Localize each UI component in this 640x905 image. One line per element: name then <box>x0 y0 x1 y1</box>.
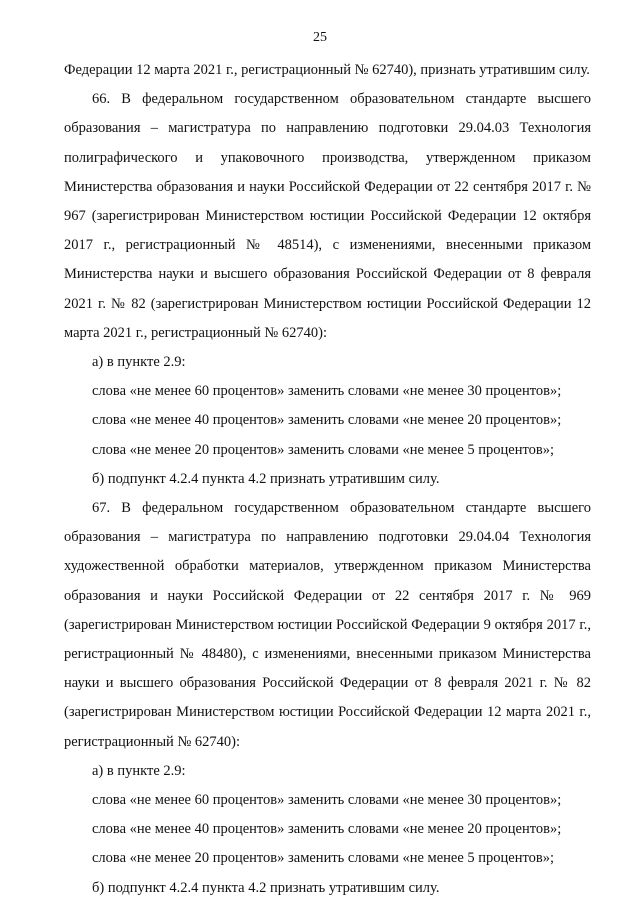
subitem-b-66: б) подпункт 4.2.4 пункта 4.2 признать утратившим силу. <box>92 470 440 487</box>
subitem-a-66: а) в пункте 2.9: <box>92 354 186 371</box>
replace-20-66: слова «не менее 20 процентов» заменить словами «не менее 5 процентов»; <box>92 441 555 458</box>
replace-60-67: слова «не менее 60 процентов» заменить словами «не менее 30 процентов»; <box>92 792 562 809</box>
paragraph-66: 66. В федеральном государственном образовательном стандарте высшего образования – магистратура по направлению подготовки 29.04.03 Технология полиграфического и упаковочного производства, утвержденном приказом Министерства образования и науки Российской Федерации от 22 сентября 2017 г. № 967 (зарегистрирован Министерством юстиции Российской Федерации 12 октября 2017 г., регистрационный № 48514), с изменениями, внесенными приказом Министерства науки и высшего образования Российской Федерации от 8 февраля 2021 г. № 82 (зарегистрирован Министерством юстиции Российской Федерации 12 марта 2021 г., регистрационный № 62740): <box>64 91 591 341</box>
document-body <box>64 56 591 903</box>
page-number: 25 <box>313 30 327 45</box>
replace-60-66: слова «не менее 60 процентов» заменить словами «не менее 30 процентов»; <box>92 383 562 400</box>
paragraph-continuation: Федерации 12 марта 2021 г., регистрационный № 62740), признать утратившим силу. <box>64 62 590 78</box>
replace-40-66: слова «не менее 40 процентов» заменить словами «не менее 20 процентов»; <box>92 412 562 429</box>
replace-40-67: слова «не менее 40 процентов» заменить словами «не менее 20 процентов»; <box>92 821 562 838</box>
paragraph-67: 67. В федеральном государственном образовательном стандарте высшего образования – магистратура по направлению подготовки 29.04.04 Технология художественной обработки материалов, утвержденном приказом Министерства образования и науки Российской Федерации от 22 сентября 2017 г. № 969 (зарегистрирован Министерством юстиции Российской Федерации 9 октября 2017 г., регистрационный № 48480), с изменениями, внесенными приказом Министерства науки и высшего образования Российской Федерации от 8 февраля 2021 г. № 82 (зарегистрирован Министерством юстиции Российской Федерации 12 марта 2021 г., регистрационный № 62740): <box>64 500 591 750</box>
subitem-b-67: б) подпункт 4.2.4 пункта 4.2 признать утратившим силу. <box>92 879 440 896</box>
replace-20-67: слова «не менее 20 процентов» заменить словами «не менее 5 процентов»; <box>92 850 555 867</box>
subitem-a-67: а) в пункте 2.9: <box>92 762 186 779</box>
